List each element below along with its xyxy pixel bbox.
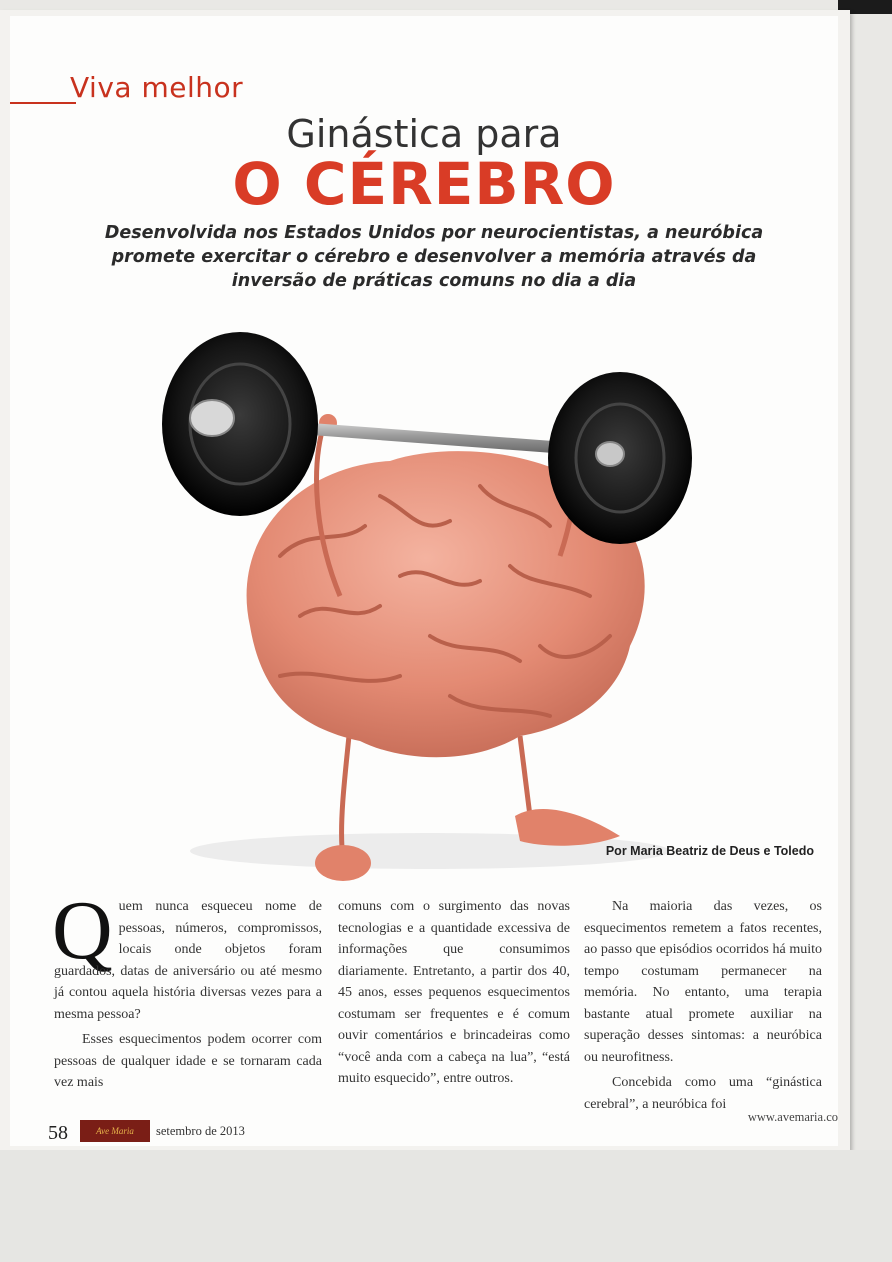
magazine-page-stack	[0, 10, 850, 1150]
website-url: www.avemaria.co	[747, 1110, 838, 1124]
section-label: Viva melhor	[70, 71, 244, 104]
body-column-3	[584, 896, 822, 1115]
article-title-line1: Ginástica para	[286, 112, 562, 156]
magazine-page	[10, 16, 838, 1146]
page-number: 58	[48, 1122, 68, 1144]
paragraph	[52, 884, 322, 1025]
paragraph: Na maioria das vezes, os esquecimentos remetem a fatos recentes, ao passo que episódios ocorridos há muito tempo costumam permanecer na memória. No entanto, uma terapia bastante atual promete auxiliar na superação desses sintomas: a neuróbica ou neurofitness.	[584, 899, 822, 1065]
article-subtitle: Desenvolvida nos Estados Unidos por neurocientistas, a neuróbica promete exercitar o cérebro e desenvolver a memória através da inversão de práticas comuns no dia a dia	[104, 223, 764, 291]
body-column-1	[52, 884, 322, 1094]
paragraph-text: uem nunca esqueceu nome de pessoas, números, compromissos, locais onde objetos foram guardados, datas de aniversário ou até mesmo já contou aquela história diversas vezes para a mesma pessoa?	[54, 899, 322, 1022]
paragraph: Concebida como uma “ginástica cerebral”, a neuróbica foi	[584, 1075, 822, 1112]
issue-date: setembro de 2013	[156, 1124, 245, 1138]
article-title-line2: O CÉREBRO	[232, 150, 616, 218]
body-column-2	[338, 896, 570, 1090]
paragraph: Esses esquecimentos podem ocorrer com pessoas de qualquer idade e se tornaram cada vez mais	[54, 1032, 322, 1090]
drop-cap: Q	[52, 884, 113, 977]
article-byline: Por Maria Beatriz de Deus e Toledo	[605, 844, 814, 858]
magazine-logo: Ave Maria	[80, 1120, 150, 1142]
paragraph: comuns com o surgimento das novas tecnologias e a quantidade excessiva de informações que consumimos diariamente. Entretanto, a partir dos 40, 45 anos, esses pequenos esquecimentos costumam ser frequentes e é comum ouvir comentários e brincadeiras como “você anda com a cabeça na lua”, “está muito esquecido”, entre outros.	[338, 899, 570, 1086]
scan-bottom-area	[0, 1150, 892, 1262]
section-rule	[10, 102, 76, 104]
brain-lifting-barbell-illustration	[150, 296, 710, 896]
